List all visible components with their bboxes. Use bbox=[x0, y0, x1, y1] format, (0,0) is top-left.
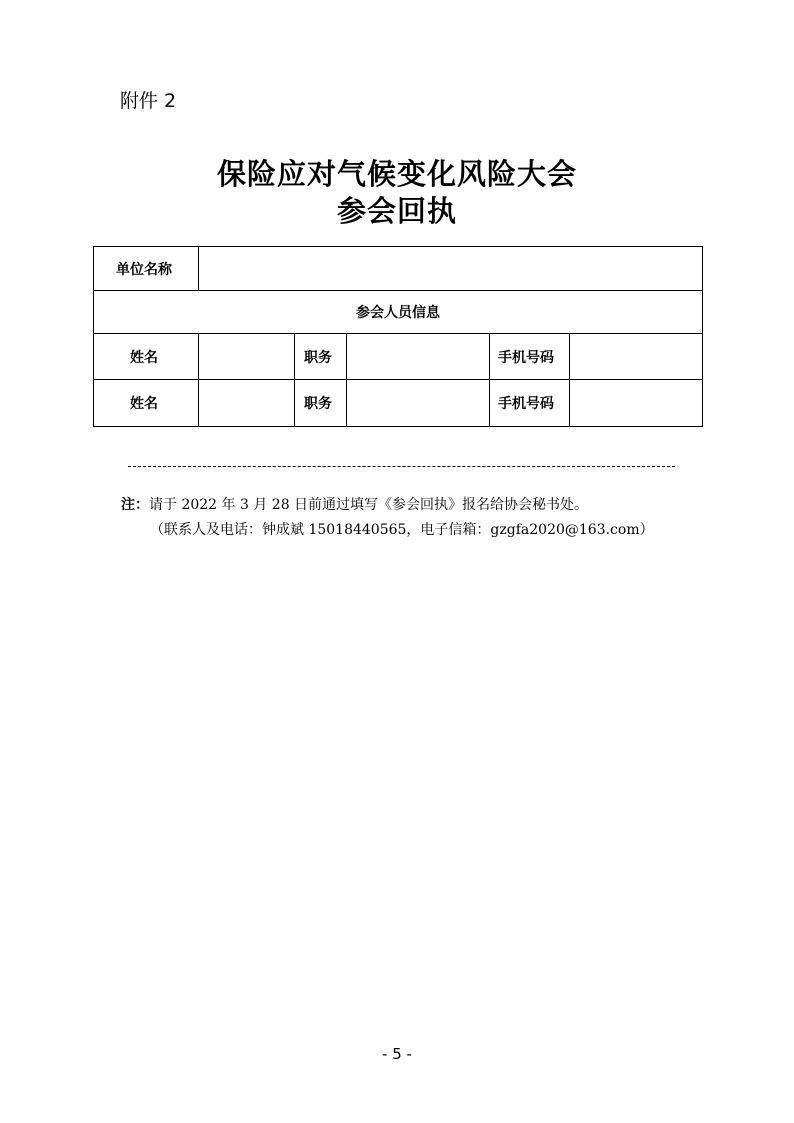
name-field[interactable] bbox=[199, 380, 295, 427]
phone-field[interactable] bbox=[570, 380, 703, 427]
phone-field[interactable] bbox=[570, 334, 703, 380]
contact-info: （联系人及电话：钟成斌 15018440565，电子信箱：gzgfa2020@163.com） bbox=[150, 522, 654, 538]
registration-form-table bbox=[93, 246, 703, 427]
document-title: 保险应对气候变化风险大会 bbox=[216, 157, 577, 191]
note-lead: 注： bbox=[121, 497, 149, 513]
note-text: 请于 2022 年 3 月 28 日前通过填写《参会回执》报名给协会秘书处。 bbox=[149, 497, 589, 513]
attachment-label: 附件 2 bbox=[120, 90, 177, 112]
position-label: 职务 bbox=[295, 334, 347, 380]
attendee-row bbox=[94, 334, 703, 380]
phone-label: 手机号码 bbox=[490, 334, 570, 380]
org-name-row bbox=[94, 247, 703, 291]
name-label: 姓名 bbox=[94, 334, 199, 380]
name-label: 姓名 bbox=[94, 380, 199, 427]
page-number: - 5 - bbox=[382, 1045, 412, 1063]
attendee-info-header: 参会人员信息 bbox=[94, 291, 703, 334]
document-subtitle: 参会回执 bbox=[336, 194, 457, 228]
position-field[interactable] bbox=[347, 334, 490, 380]
position-label: 职务 bbox=[295, 380, 347, 427]
cut-line-divider bbox=[128, 466, 675, 467]
note-paragraph bbox=[121, 494, 588, 514]
attendee-row bbox=[94, 380, 703, 427]
position-field[interactable] bbox=[347, 380, 490, 427]
section-header-row bbox=[94, 291, 703, 334]
name-field[interactable] bbox=[199, 334, 295, 380]
org-name-field[interactable] bbox=[199, 247, 703, 291]
phone-label: 手机号码 bbox=[490, 380, 570, 427]
org-name-label: 单位名称 bbox=[94, 247, 199, 291]
